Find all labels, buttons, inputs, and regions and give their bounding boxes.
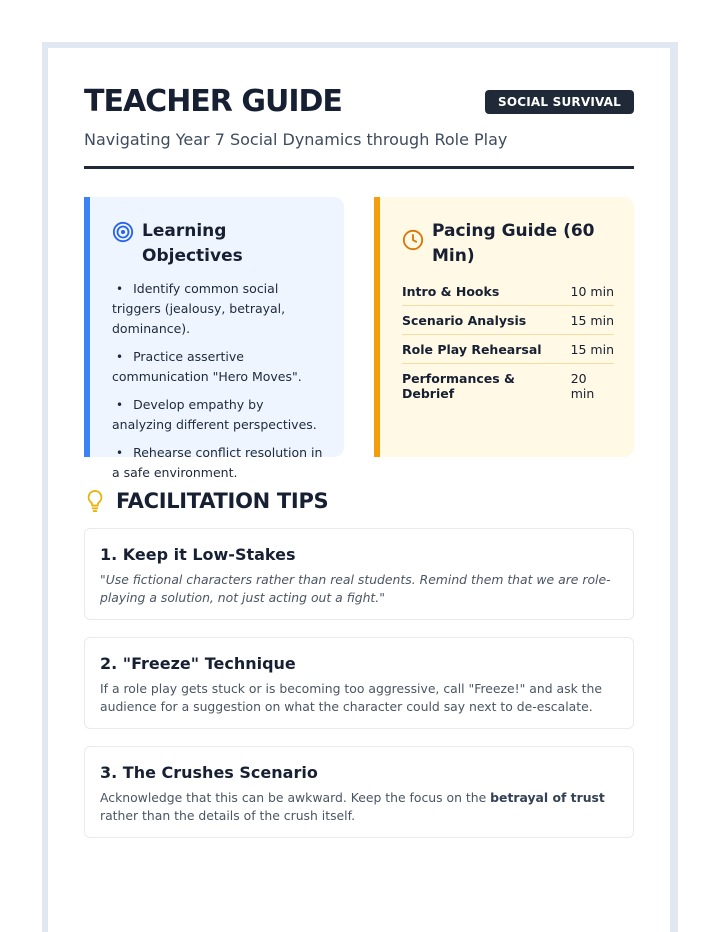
tip-card [84, 746, 634, 838]
pacing-row [402, 277, 614, 306]
tip-emphasis: betrayal of trust [490, 790, 605, 805]
tip-title: 3. The Crushes Scenario [100, 763, 318, 782]
tip-text: If a role play gets stuck or is becoming too aggressive, call "Freeze!" and ask the audience for a suggestion on what the character could say next to de-escalate. [100, 681, 603, 714]
pacing-label: Intro & Hooks [402, 284, 500, 299]
topic-badge: SOCIAL SURVIVAL [485, 90, 634, 114]
header [84, 84, 634, 120]
document-page [48, 48, 670, 932]
objectives-header [112, 219, 324, 269]
page-subtitle: Navigating Year 7 Social Dynamics through Role Play [84, 130, 508, 149]
lightbulb-icon [84, 489, 106, 513]
pacing-label: Role Play Rehearsal [402, 342, 542, 357]
target-icon [112, 221, 134, 243]
pacing-row [402, 335, 614, 364]
pacing-table [402, 277, 614, 407]
tip-text-end: rather than the details of the crush itself. [100, 808, 356, 823]
tip-card [84, 528, 634, 620]
learning-objectives-card [84, 197, 344, 480]
objective-item: • Develop empathy by analyzing different perspectives. [112, 395, 324, 435]
pacing-time: 15 min [570, 342, 614, 357]
tip-text [100, 789, 618, 825]
tip-text-start: Acknowledge that this can be awkward. Keep the focus on the [100, 790, 491, 805]
pacing-title: Pacing Guide (60 Min) [432, 221, 595, 266]
tip-text: "Use fictional characters rather than real students. Remind them that we are role-playing a solution, not just acting out a fight." [100, 572, 611, 605]
pacing-guide-card [374, 197, 634, 457]
pacing-label: Performances & Debrief [402, 371, 515, 401]
objective-item: • Practice assertive communication "Hero Moves". [112, 347, 324, 387]
objectives-list [112, 279, 324, 483]
header-divider [84, 166, 634, 169]
tip-title: 1. Keep it Low-Stakes [100, 545, 296, 564]
pacing-time: 20 min [570, 371, 595, 401]
pacing-header [402, 219, 614, 269]
page-title: TEACHER GUIDE [84, 84, 342, 119]
pacing-label: Scenario Analysis [402, 313, 527, 328]
pacing-row [402, 306, 614, 335]
pacing-row [402, 364, 614, 407]
clock-icon [402, 229, 424, 251]
pacing-time: 10 min [570, 284, 614, 299]
tip-title: 2. "Freeze" Technique [100, 654, 296, 673]
objectives-title: Learning Objectives [142, 221, 243, 266]
objective-item: • Identify common social triggers (jealousy, betrayal, dominance). [112, 279, 324, 339]
tips-title: FACILITATION TIPS [116, 489, 329, 513]
document-content [84, 84, 634, 838]
objective-item: • Rehearse conflict resolution in a safe environment. [112, 443, 324, 483]
pacing-time: 15 min [570, 313, 614, 328]
tip-card [84, 637, 634, 729]
info-cards [84, 197, 634, 480]
tips-header [84, 489, 634, 513]
